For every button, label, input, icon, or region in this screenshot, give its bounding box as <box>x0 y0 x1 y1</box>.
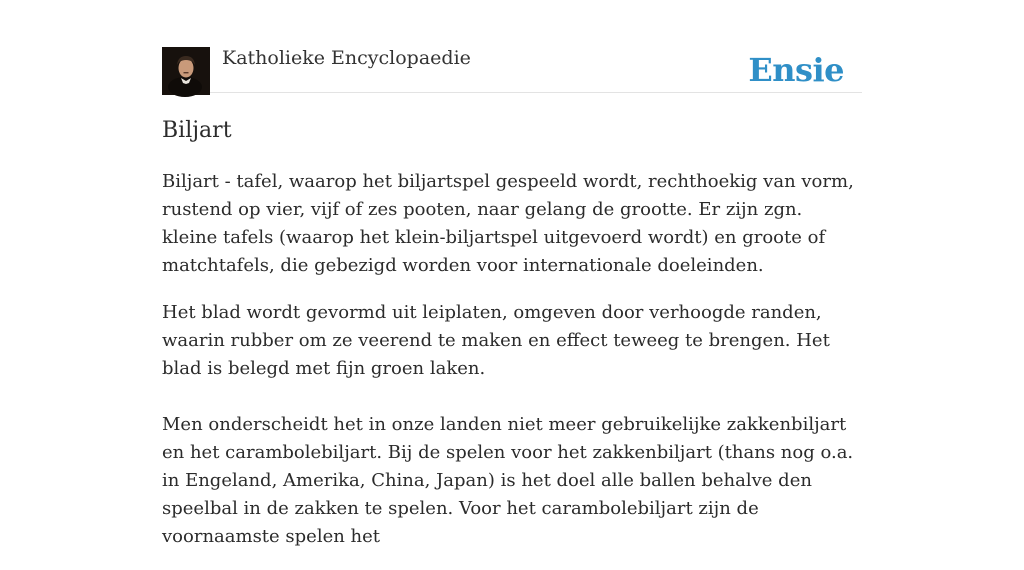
article-paragraph: Het blad wordt gevormd uit leiplaten, omgeven door verhoogde randen, waarin rubber om ze veerend te maken en effect teweeg te brengen. Het blad is belegd met fijn groen laken. Men onderscheidt het in onze landen niet meer gebruikelijke zakkenbiljart en het carambolebiljart. Bij de spelen voor het zakkenbiljart (thans nog o.a. in Engeland, Amerika, China, Japan) is het doel alle ballen behalve den speelbal in de zakken te spelen. Voor het carambolebiljart zijn de voornaamste spelen het <box>162 302 854 547</box>
page-title: Biljart <box>162 118 232 143</box>
article-body <box>162 168 862 570</box>
article-paragraph: Biljart - tafel, waarop het biljartspel gespeeld wordt, rechthoekig van vorm, rustend op vier, vijf of zes pooten, naar gelang de grootte. Er zijn zgn. kleine tafels (waarop het klein-biljartspel uitgevoerd wordt) en groote of matchtafels, die gebezigd worden voor internationale doeleinden. <box>162 171 854 276</box>
source-title[interactable]: Katholieke Encyclopaedie <box>222 47 471 69</box>
portrait-avatar-icon[interactable] <box>162 47 210 95</box>
brand-logo[interactable]: Ensie <box>748 51 844 89</box>
page-header <box>162 46 862 93</box>
